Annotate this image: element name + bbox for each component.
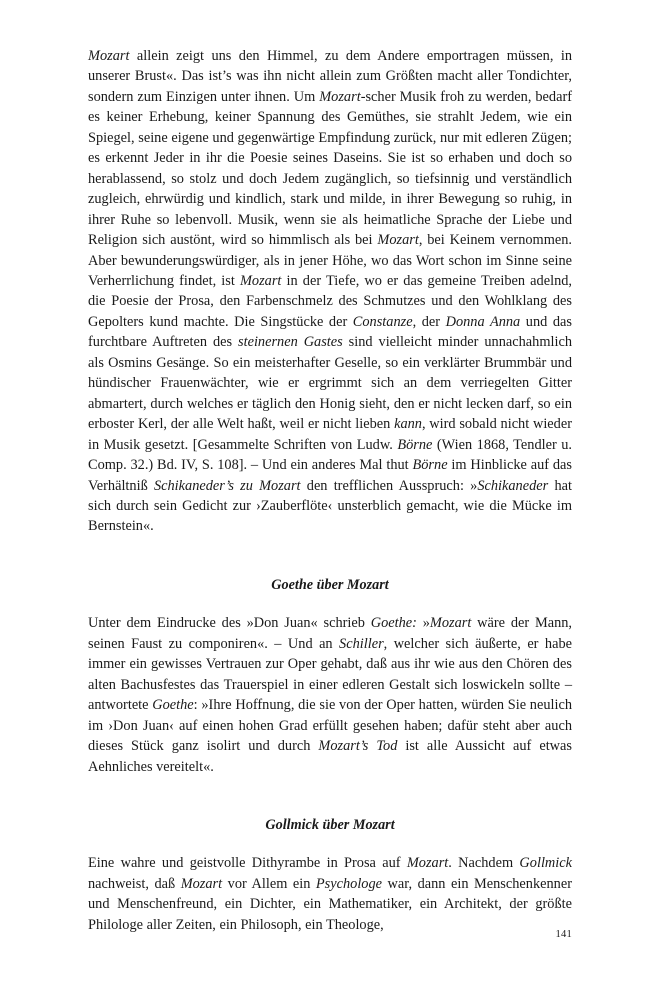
page-text-body	[88, 46, 572, 935]
paragraph-boerne-on-mozart: Mozart allein zeigt uns den Himmel, zu dem Andere emportragen müssen, in unserer Brust«. Das ist’s was ihn nicht allein zum Größten macht aller Tondichter, sondern zum Einzigen unter ihnen. Um Mozart-scher Musik froh zu werden, bedarf es keiner Erhebung, keiner Spannung des Gemüthes, sie strahlt Jedem, wie ein Spiegel, seine eigene und gegenwärtige Empfindung zurück, nur mit edleren Zügen; es erkennt Jeder in ihr die Poesie seines Daseins. Sie ist so erhaben und doch so herablassend, so stolz und doch Jedem zugänglich, so tiefsinnig und verständlich zugleich, ehrwürdig und kindlich, stark und milde, in ihrer Bewegung so ruhig, in ihrer Ruhe so lebenvoll. Musik, wenn sie als heimatliche Sprache der Liebe und Religion sich austönt, wird so himmlisch als bei Mozart, bei Keinem vernommen. Aber bewunderungswürdiger, als in jener Höhe, wo das Wort schon im Sinne seine Verherrlichung findet, ist Mozart in der Tiefe, wo er das gemeine Treiben adelnd, die Poesie der Prosa, den Farbenschmelz des Schmutzes und den Wohlklang des Gepolters kund machte. Die Singstücke der Constanze, der Donna Anna und das furchtbare Auftreten des steinernen Gastes sind vielleicht minder unnachahmlich als Osmins Gesänge. So ein meisterhafter Geselle, so ein verklärter Brummbär und hündischer Frauenwächter, wie er ergrimmt sich an dem verriegelten Gitter abmartert, durch welches er täglich den Honig sieht, den er nicht lecken darf, so ein erboster Kerl, der alle Welt haßt, weil er nicht lieben kann, wird sobald nicht wieder in Musik gesetzt. [Gesammelte Schriften von Ludw. Börne (Wien 1868, Tendler u. Comp. 32.) Bd. IV, S. 108]. – Und ein anderes Mal thut Börne im Hinblicke auf das Verhältniß Schikaneder’s zu Mozart den trefflichen Ausspruch: »Schikaneder hat sich durch sein Gedicht zur ›Zauberflöte‹ unsterblich gemacht, wie die Mücke im Bernstein«.	[88, 48, 573, 535]
page-number: 141	[555, 929, 572, 940]
paragraph-goethe-on-mozart: Unter dem Eindrucke des »Don Juan« schrieb Goethe: »Mozart wäre der Mann, seinen Faust zu componiren«. – Und an Schiller, welcher sich äußerte, er habe immer ein gewisses Vertrauen zur Oper gehabt, daß aus ihr wie aus den Chören des alten Bachusfestes das Trauerspiel in einer edleren Gestalt sich loswickeln sollte – antwortete Goethe: »Ihre Hoffnung, die sie von der Oper hatten, würden Sie neulich im ›Don Juan‹ auf einen hohen Grad erfüllt gesehen haben; dafür steht aber auch dieses Stück ganz isolirt und durch Mozart’s Tod ist alle Aussicht auf etwas Aehnliches vereitelt«.	[88, 615, 572, 775]
heading-gollmick-ueber-mozart: Gollmick über Mozart	[265, 816, 395, 833]
spacer	[88, 595, 572, 613]
heading-goethe-ueber-mozart: Goethe über Mozart	[271, 576, 389, 593]
spacer	[88, 537, 572, 575]
paragraph-gollmick-on-mozart: Eine wahre und geistvolle Dithyrambe in Prosa auf Mozart. Nachdem Gollmick nachweist, daß Mozart vor Allem ein Psychologe war, dann ein Menschenkenner und Menschenfreund, ein Dichter, ein Mathematiker, ein Architekt, der größte Philologe aller Zeiten, ein Philosoph, ein Theologe,	[88, 855, 572, 933]
spacer	[88, 835, 572, 853]
spacer	[88, 777, 572, 815]
